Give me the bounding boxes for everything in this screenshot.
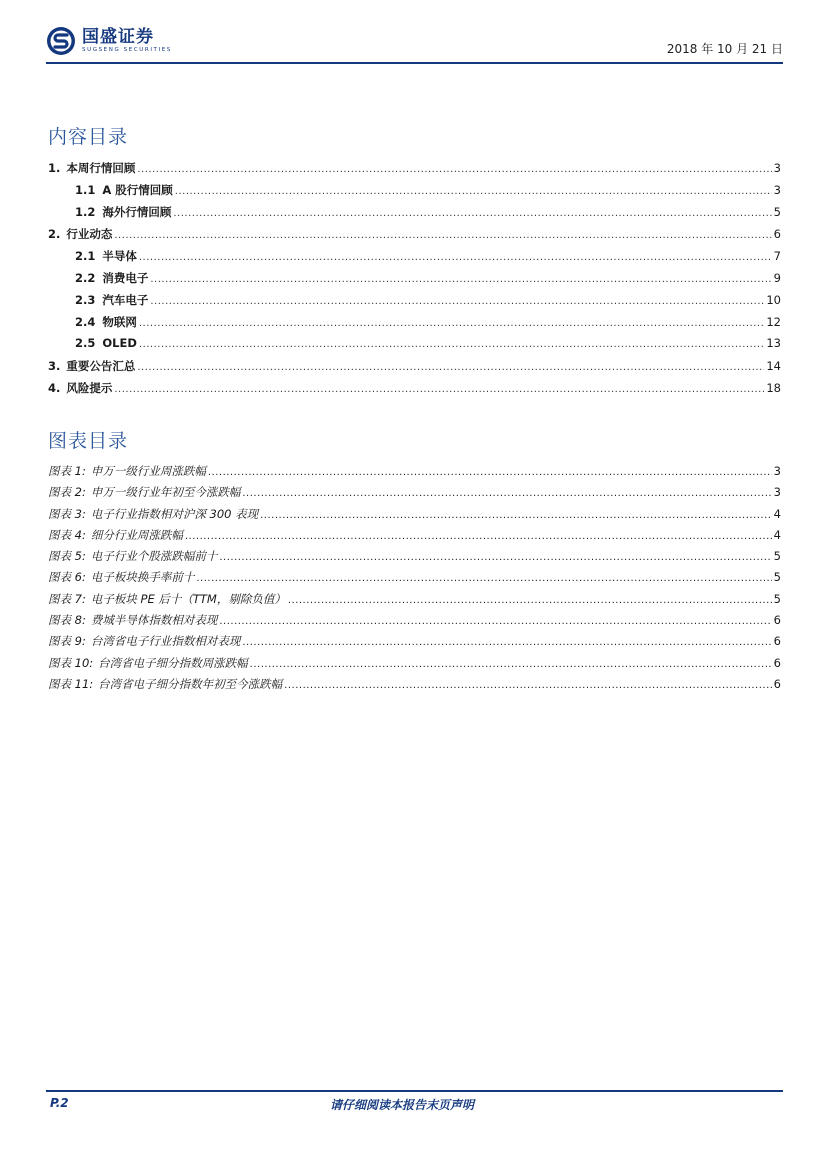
toc-item-page: 6 [773, 227, 781, 241]
figure-item-text: 台湾省电子细分指数周涨跌幅 [98, 655, 248, 670]
figure-item-page: 6 [773, 634, 781, 649]
toc-item-text: 物联网 [102, 315, 137, 329]
figure-item[interactable] [48, 612, 781, 633]
dot-leader [150, 296, 764, 307]
dot-leader [175, 186, 772, 197]
dot-leader [242, 637, 771, 648]
toc-item-page: 3 [773, 161, 781, 175]
figure-item-page: 4 [773, 506, 781, 521]
dot-leader [219, 616, 771, 627]
figure-item[interactable] [48, 484, 781, 505]
figures-title: 图表目录 [48, 430, 129, 452]
figure-item-label: 图表 7: [48, 591, 86, 606]
figure-item[interactable] [48, 506, 781, 527]
dot-leader [139, 318, 764, 329]
figure-item-page: 4 [773, 527, 781, 542]
toc-item[interactable] [48, 380, 781, 402]
header-divider [46, 62, 783, 64]
figure-item-label: 图表 11: [48, 676, 94, 691]
toc-item[interactable] [48, 270, 781, 292]
page-number: P.2 [50, 1096, 69, 1110]
toc-item-text: 消费电子 [102, 271, 149, 285]
toc-item-number: 1.2 [75, 205, 96, 219]
dot-leader [196, 573, 771, 584]
figure-item[interactable] [48, 591, 781, 612]
brand-name: 国盛证券 [82, 27, 154, 47]
toc-item-page: 7 [773, 249, 781, 263]
dot-leader [139, 339, 764, 350]
toc-item-text: 行业动态 [66, 227, 113, 241]
figure-item-label: 图表 4: [48, 527, 86, 542]
dot-leader [137, 362, 764, 373]
disclaimer-note: 请仔细阅读本报告末页声明 [330, 1098, 475, 1112]
toc-title: 内容目录 [48, 126, 129, 148]
dot-leader [139, 252, 772, 263]
figure-item-label: 图表 10: [48, 655, 94, 670]
figure-item-label: 图表 9: [48, 634, 86, 649]
toc-item-page: 5 [773, 205, 781, 219]
figure-item-page: 5 [773, 549, 781, 564]
toc-item-text: 风险提示 [66, 381, 113, 395]
toc-item-number: 2.3 [75, 293, 96, 307]
dot-leader [185, 531, 772, 542]
footer-divider [46, 1090, 783, 1092]
figure-item-page: 6 [773, 655, 781, 670]
toc-item-page: 12 [766, 315, 781, 329]
brand-name-en: SUGSENG SECURITIES [82, 47, 172, 53]
toc-item-number: 3. [48, 359, 61, 373]
figures-list [48, 463, 781, 697]
figure-item-text: 台湾省电子行业指数相对表现 [90, 634, 241, 649]
toc-item-text: 本周行情回顾 [66, 161, 136, 175]
toc-list [48, 160, 781, 402]
toc-item[interactable] [48, 358, 781, 380]
figure-item-page: 3 [773, 464, 781, 478]
toc-item-text: 海外行情回顾 [102, 205, 172, 219]
figure-item-text: 电子板块 PE 后十（TTM，剔除负值） [90, 591, 286, 606]
toc-item-text: A 股行情回顾 [102, 183, 173, 197]
toc-item[interactable] [48, 248, 781, 270]
toc-item[interactable] [48, 292, 781, 314]
brand-logo [46, 26, 172, 56]
guosheng-logo-icon [46, 26, 76, 56]
figure-item-page: 5 [773, 591, 781, 606]
toc-item-text: OLED [102, 336, 137, 350]
toc-item-number: 2.1 [75, 249, 96, 263]
toc-item-page: 9 [773, 271, 781, 285]
figure-item-page: 5 [773, 570, 781, 585]
toc-item-page: 10 [766, 293, 781, 307]
dot-leader [150, 274, 771, 285]
toc-item-number: 1.1 [75, 183, 96, 197]
toc-item[interactable] [48, 182, 781, 204]
dot-leader [114, 230, 771, 241]
dot-leader [288, 595, 772, 606]
toc-item-page: 18 [766, 381, 781, 395]
figure-item[interactable] [48, 569, 781, 590]
dot-leader [242, 488, 771, 499]
figure-item-text: 细分行业周涨跌幅 [90, 527, 183, 542]
dot-leader [208, 467, 772, 478]
dot-leader [284, 680, 772, 691]
figure-item-text: 台湾省电子细分指数年初至今涨跌幅 [98, 676, 283, 691]
dot-leader [260, 510, 772, 521]
figure-item[interactable] [48, 527, 781, 548]
dot-leader [173, 208, 771, 219]
figure-item[interactable] [48, 676, 781, 697]
toc-item-number: 2.4 [75, 315, 96, 329]
figure-item-label: 图表 6: [48, 570, 86, 585]
figure-item-label: 图表 2: [48, 485, 86, 500]
dot-leader [137, 164, 771, 175]
dot-leader [219, 552, 771, 563]
page-header [46, 24, 783, 64]
toc-item-number: 2.2 [75, 271, 96, 285]
toc-item[interactable] [48, 160, 781, 182]
figure-item-label: 图表 3: [48, 506, 86, 521]
dot-leader [114, 384, 764, 395]
report-date: 2018 年 10 月 21 日 [666, 42, 783, 56]
figure-item-text: 电子板块换手率前十 [90, 570, 195, 585]
figure-item[interactable] [48, 463, 781, 484]
toc-item-text: 重要公告汇总 [66, 359, 136, 373]
figure-item-text: 费城半导体指数相对表现 [90, 613, 218, 628]
figure-item-text: 电子行业指数相对沪深 300 表现 [90, 506, 259, 521]
toc-item-page: 3 [773, 183, 781, 197]
figure-item-label: 图表 5: [48, 549, 86, 564]
toc-item[interactable] [48, 226, 781, 248]
figure-item-page: 3 [773, 485, 781, 500]
figure-item-label: 图表 1: [48, 464, 86, 478]
toc-item-number: 4. [48, 381, 61, 395]
toc-item[interactable] [48, 204, 781, 226]
figure-item-label: 图表 8: [48, 613, 86, 628]
toc-item-page: 13 [766, 336, 781, 350]
toc-item-number: 2.5 [75, 336, 96, 350]
figure-item[interactable] [48, 633, 781, 654]
toc-item-number: 1. [48, 161, 61, 175]
toc-item-text: 汽车电子 [102, 293, 149, 307]
dot-leader [250, 659, 772, 670]
figure-item-page: 6 [773, 613, 781, 628]
toc-item[interactable] [48, 336, 781, 358]
toc-item-number: 2. [48, 227, 61, 241]
toc-item-page: 14 [766, 359, 781, 373]
figure-item-text: 申万一级行业年初至今涨跌幅 [90, 485, 241, 500]
toc-item[interactable] [48, 314, 781, 336]
figure-item[interactable] [48, 548, 781, 569]
figure-item-page: 6 [773, 676, 781, 691]
figure-item-text: 电子行业个股涨跌幅前十 [90, 549, 218, 564]
figure-item[interactable] [48, 655, 781, 676]
toc-item-text: 半导体 [102, 249, 137, 263]
figure-item-text: 申万一级行业周涨跌幅 [90, 464, 206, 478]
